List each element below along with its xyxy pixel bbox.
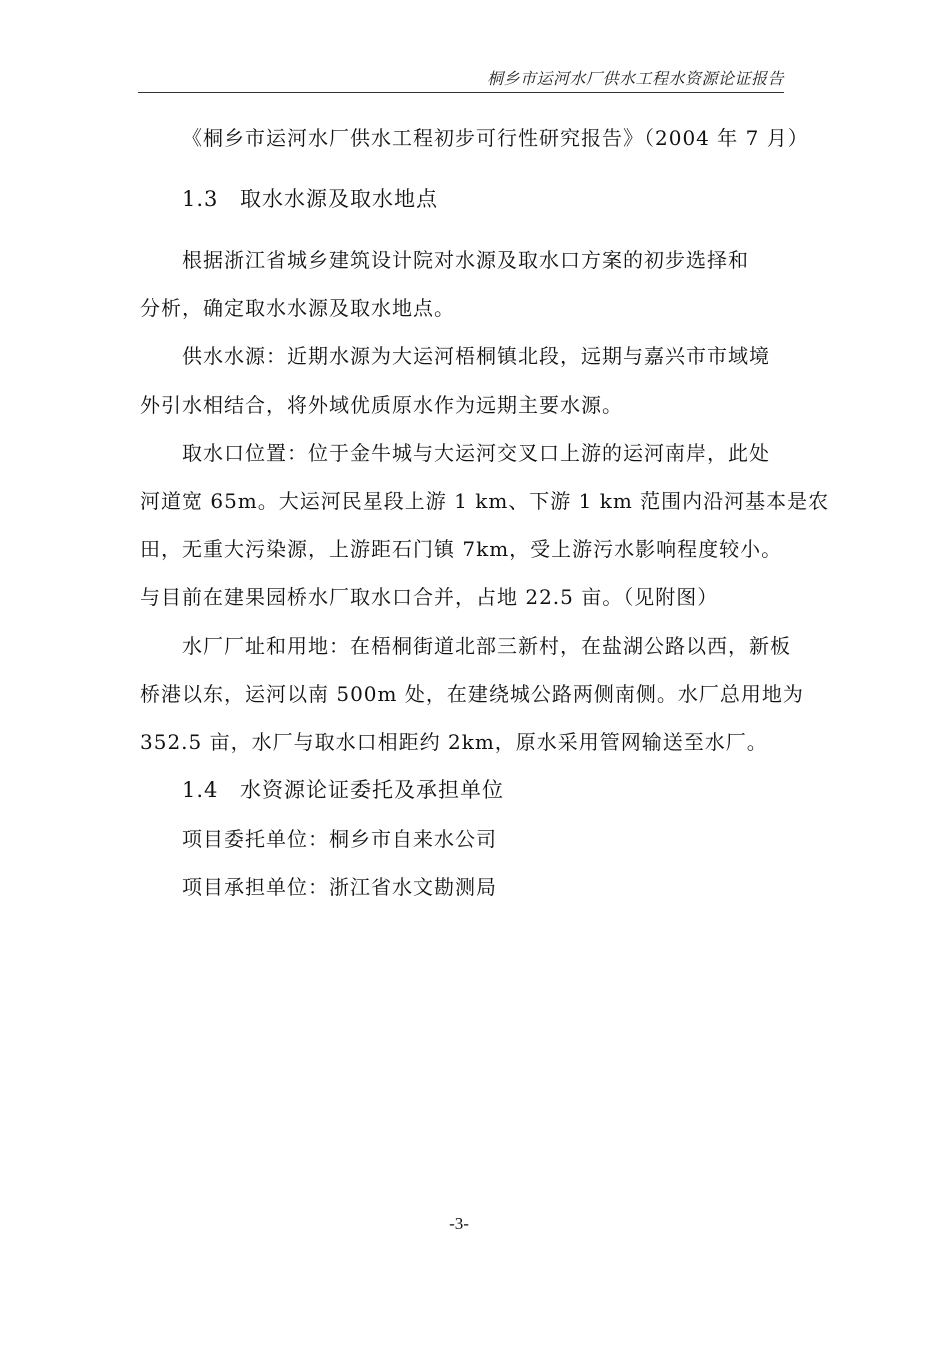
paragraph-line: 供水水源：近期水源为大运河梧桐镇北段，远期与嘉兴市市域境 [182, 344, 770, 368]
paragraph-line: 分析，确定取水水源及取水地点。 [140, 296, 455, 320]
header-rule [138, 92, 784, 93]
paragraph-line: 田，无重大污染源，上游距石门镇 7km，受上游污水影响程度较小。 [140, 537, 783, 561]
paragraph-line: 外引水相结合，将外域优质原水作为远期主要水源。 [140, 393, 623, 417]
section-number: 1.3 [182, 187, 219, 211]
section-number: 1.4 [182, 778, 219, 802]
contractor-unit: 项目承担单位：浙江省水文勘测局 [182, 875, 497, 899]
paragraph-line: 与目前在建果园桥水厂取水口合并，占地 22.5 亩。（见附图） [140, 585, 719, 609]
paragraph-line: 水厂厂址和用地：在梧桐街道北部三新村，在盐湖公路以西，新板 [182, 634, 791, 658]
reference-citation: 《桐乡市运河水厂供水工程初步可行性研究报告》（2004 年 7 月） [182, 126, 809, 150]
paragraph-line: 桥港以东，运河以南 500m 处，在建绕城公路两侧南侧。水厂总用地为 [140, 682, 804, 706]
section-heading-1-3 [182, 186, 438, 212]
section-heading-1-4 [182, 777, 504, 803]
paragraph-line: 根据浙江省城乡建筑设计院对水源及取水口方案的初步选择和 [182, 248, 749, 272]
client-unit: 项目委托单位：桐乡市自来水公司 [182, 827, 497, 851]
paragraph-line: 河道宽 65m。大运河民星段上游 1 km、下游 1 km 范围内沿河基本是农 [140, 489, 830, 513]
running-header: 桐乡市运河水厂供水工程水资源论证报告 [486, 69, 784, 88]
section-title: 取水水源及取水地点 [240, 187, 438, 211]
paragraph-line: 352.5 亩，水厂与取水口相距约 2km，原水采用管网输送至水厂。 [140, 730, 768, 754]
paragraph-line: 取水口位置：位于金牛城与大运河交叉口上游的运河南岸，此处 [182, 441, 770, 465]
section-title: 水资源论证委托及承担单位 [240, 778, 504, 802]
page-number: -3- [449, 1214, 469, 1233]
